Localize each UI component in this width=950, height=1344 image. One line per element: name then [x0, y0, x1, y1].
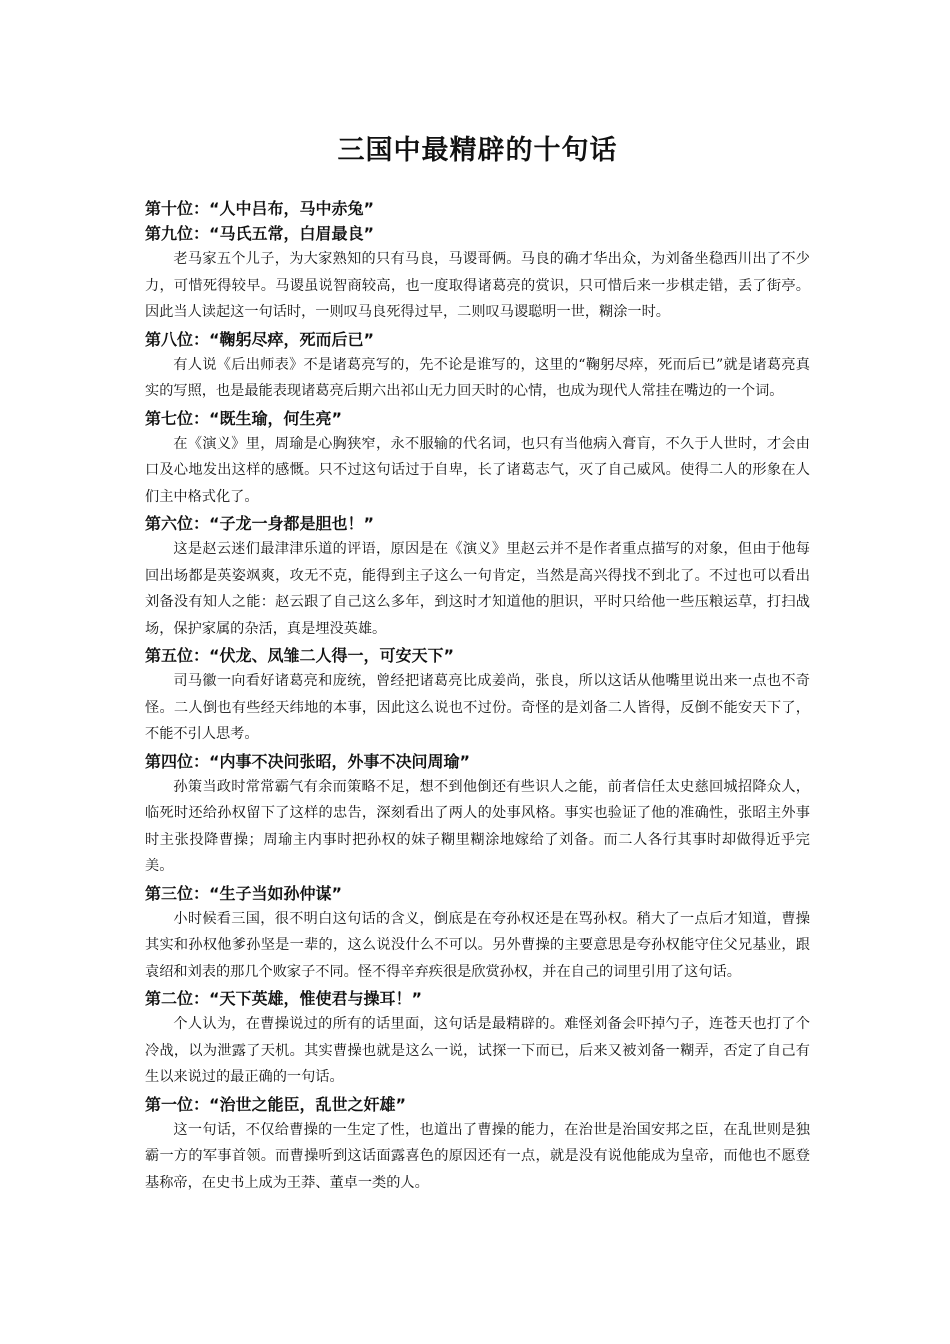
document-title: 三国中最精辟的十句话 — [337, 135, 618, 166]
entry-10 — [145, 196, 810, 221]
entry-heading: 第八位：“鞠躬尽瘁，死而后已” — [145, 329, 375, 349]
entry-4 — [145, 749, 810, 880]
entry-heading: 第二位：“天下英雄，惟使君与操耳！” — [145, 989, 423, 1008]
entry-1 — [145, 1092, 810, 1197]
entry-8 — [145, 327, 810, 405]
document-page — [145, 120, 810, 1197]
entry-paragraph: 这是赵云迷们最津津乐道的评语，原因是在《演义》里赵云并不是作者重点描写的对象，但由于他每回出场都是英姿飒爽，攻无不克，能得到主子这么一句肯定，当然是高兴得找不到北了。不过也可以看出刘备没有知人之能：赵云跟了自己这么多年，到这时才知道他的胆识，平时只给他一些压粮运草，打扫战场，保护家属的杂活，真是埋没英雄。 — [145, 541, 810, 637]
entry-heading: 第三位：“生子当如孙仲谋” — [145, 883, 343, 903]
entry-paragraph: 个人认为，在曹操说过的所有的话里面，这句话是最精辟的。难怪刘备会吓掉勺子，连苍天也打了个冷战，以为泄露了天机。其实曹操也就是这么一说，试探一下而已，后来又被刘备一糊弄，否定了自己有生以来说过的最正确的一句话。 — [145, 1016, 810, 1085]
entry-7 — [145, 406, 810, 511]
entry-heading: 第六位：“子龙一身都是胆也！” — [145, 514, 375, 533]
entry-heading: 第五位：“伏龙、凤雏二人得一，可安天下” — [145, 646, 455, 665]
entry-3 — [145, 881, 810, 986]
entry-heading: 第一位：“治世之能臣，乱世之奸雄” — [145, 1094, 407, 1114]
entry-heading: 第九位：“马氏五常，白眉最良” — [145, 224, 375, 243]
entry-paragraph: 司马徽一向看好诸葛亮和庞统，曾经把诸葛亮比成姜尚，张良，所以这话从他嘴里说出来一点也不奇怪。二人倒也有些经天纬地的本事，因此这么说也不过份。奇怪的是刘备二人皆得，反倒不能安天下了，不能不引人思考。 — [145, 673, 810, 742]
entry-heading: 第四位：“内事不决问张昭，外事不决问周瑜” — [145, 751, 471, 771]
entry-6 — [145, 511, 810, 642]
entry-9 — [145, 221, 810, 326]
entry-heading: 第七位：“既生瑜，何生亮” — [145, 408, 343, 428]
entry-heading: 第十位：“人中吕布，马中赤兔” — [145, 199, 375, 218]
entry-paragraph: 这一句话，不仅给曹操的一生定了性，也道出了曹操的能力，在治世是治国安邦之臣，在乱世则是独霸一方的军事首领。而曹操听到这话面露喜色的原因还有一点，就是没有说他能成为皇帝，而他也不愿登基称帝，在史书上成为王莽、董卓一类的人。 — [145, 1121, 810, 1191]
entry-paragraph: 小时候看三国，很不明白这句话的含义，倒底是在夸孙权还是在骂孙权。稍大了一点后才知道，曹操其实和孙权他爹孙坚是一辈的，这么说没什么不可以。另外曹操的主要意思是夸孙权能守住父兄基业，跟袁绍和刘表的那几个败家子不同。怪不得辛弃疾很是欣赏孙权，并在自己的词里引用了这句话。 — [145, 910, 810, 980]
entry-paragraph: 有人说《后出师表》不是诸葛亮写的，先不论是谁写的，这里的“鞠躬尽瘁，死而后已”就是诸葛亮真实的写照，也是最能表现诸葛亮后期六出祁山无力回天时的心情，也成为现代人常挂在嘴边的一个词。 — [145, 356, 810, 399]
entry-2 — [145, 986, 810, 1091]
entry-5 — [145, 643, 810, 748]
entry-paragraph: 在《演义》里，周瑜是心胸狭窄，永不服输的代名词，也只有当他病入膏肓，不久于人世时，才会由口及心地发出这样的感慨。只不过这句话过于自卑，长了诸葛志气，灭了自己威风。使得二人的形象在人们主中格式化了。 — [145, 435, 810, 505]
entry-paragraph: 孙策当政时常常霸气有余而策略不足，想不到他倒还有些识人之能，前者信任太史慈回城招降众人，临死时还给孙权留下了这样的忠告，深刻看出了两人的处事风格。事实也验证了他的准确性，张昭主外事时主张投降曹操；周瑜主内事时把孙权的妹子糊里糊涂地嫁给了刘备。而二人各行其事时却做得近乎完美。 — [145, 778, 810, 874]
entry-paragraph: 老马家五个儿子，为大家熟知的只有马良，马谡哥俩。马良的确才华出众，为刘备坐稳西川出了不少力，可惜死得较早。马谡虽说智商较高，也一度取得诸葛亮的赏识，只可惜后来一步棋走错，丢了街亭。因此当人读起这一句话时，一则叹马良死得过早，二则叹马谡聪明一世，糊涂一时。 — [145, 251, 810, 320]
